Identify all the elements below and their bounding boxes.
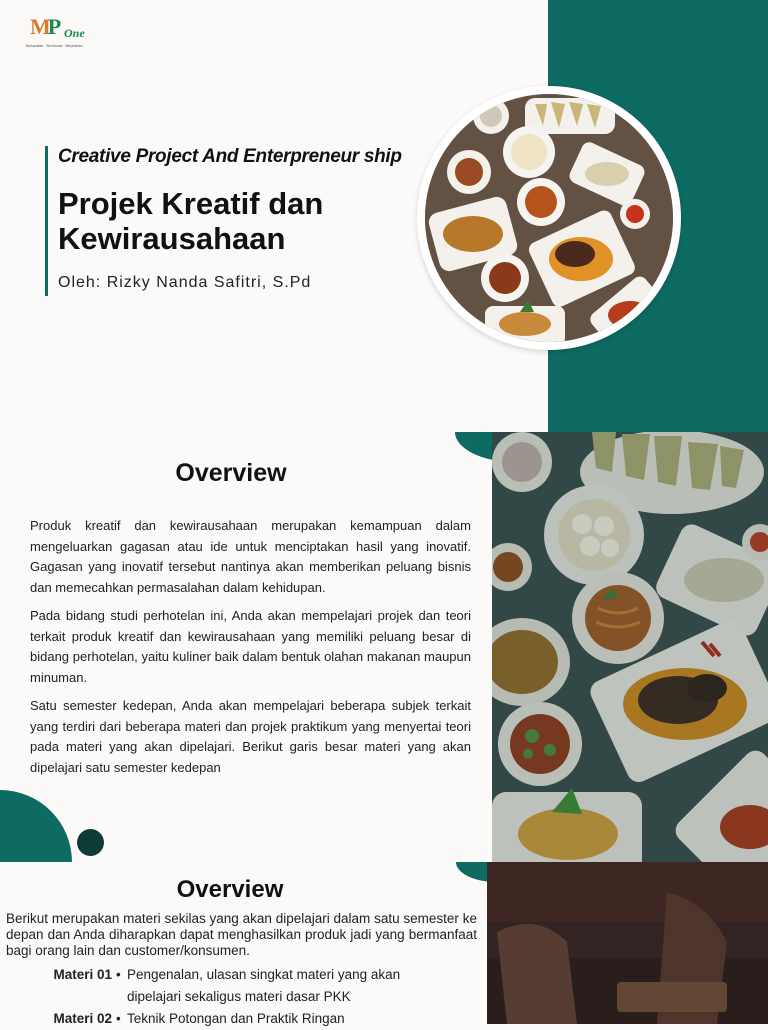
- title-line-2: Kewirausahaan: [58, 221, 286, 256]
- materi-text: Pengenalan, ulasan singkat materi yang akan dipelajari sekaligus materi dasar PKK: [127, 967, 401, 1004]
- ketupat-and-rendang-photo: [492, 432, 768, 862]
- overview-heading-1: Overview: [175, 459, 287, 487]
- title-line-1: Projek Kreatif dan: [58, 186, 324, 221]
- materi-item: [6, 964, 476, 1008]
- page-title: [58, 186, 323, 256]
- cooking-hands-photo: [487, 862, 768, 1024]
- school-logo: [26, 14, 92, 54]
- materi-label: Materi 01: [53, 967, 112, 982]
- overview-paragraph: Pada bidang studi perhotelan ini, Anda akan mempelajari projek dan teori terkait produk kreatif dan kewirausahaan yang memiliki peluang besar di bidang perhotelan, yaitu kuliner baik dalam bentuk olahan makanan maupun minuman.: [30, 608, 471, 685]
- materi-item: [6, 1008, 476, 1030]
- overview-intro: Berikut merupakan materi sekilas yang akan dipelajari dalam satu semester ke depan dan Anda diharapkan dapat menghasilkan produk jadi yang bermanfaat bagi orang lain dan customer/konsumen.: [6, 911, 477, 958]
- food-photo-circle: [417, 86, 681, 350]
- indonesian-food-spread-photo: [425, 94, 673, 342]
- overview-heading-2: Overview: [176, 876, 284, 903]
- materi-text: Teknik Potongan dan Praktik Ringan: [127, 1011, 345, 1026]
- logo-tagline: Berkarakter · Berinovasi · Berprestasi: [26, 44, 83, 48]
- bullet-icon: •: [116, 1011, 121, 1026]
- dark-dot-decoration: [77, 829, 104, 856]
- bullet-icon: •: [116, 967, 121, 982]
- overview-body-1: [30, 516, 471, 786]
- author-line: Oleh: Rizky Nanda Safitri, S.Pd: [58, 274, 312, 291]
- overview-paragraph: Satu semester kedepan, Anda akan mempelajari beberapa subjek terkait yang terdiri dari beberapa materi dan projek praktikum yang menyertai teori pada materi yang akan dipelajari. Berikut garis besar materi yang akan dipelajari satu semester kedepan: [30, 698, 471, 775]
- page-subtitle: Creative Project And Enterpreneur ship: [58, 146, 402, 167]
- logo-suffix: One: [64, 26, 85, 40]
- title-accent-bar: [45, 146, 48, 296]
- materi-label: Materi 02: [53, 1011, 112, 1026]
- logo-mark: MP: [30, 14, 59, 39]
- overview-paragraph: Produk kreatif dan kewirausahaan merupakan kemampuan dalam mengeluarkan gagasan atau ide untuk menciptakan hasil yang inovatif. Gagasan yang inovatif tersebut nantinya akan memberikan peluang bisnis dan memecahkan permasalahan dalam kehidupan.: [30, 518, 471, 595]
